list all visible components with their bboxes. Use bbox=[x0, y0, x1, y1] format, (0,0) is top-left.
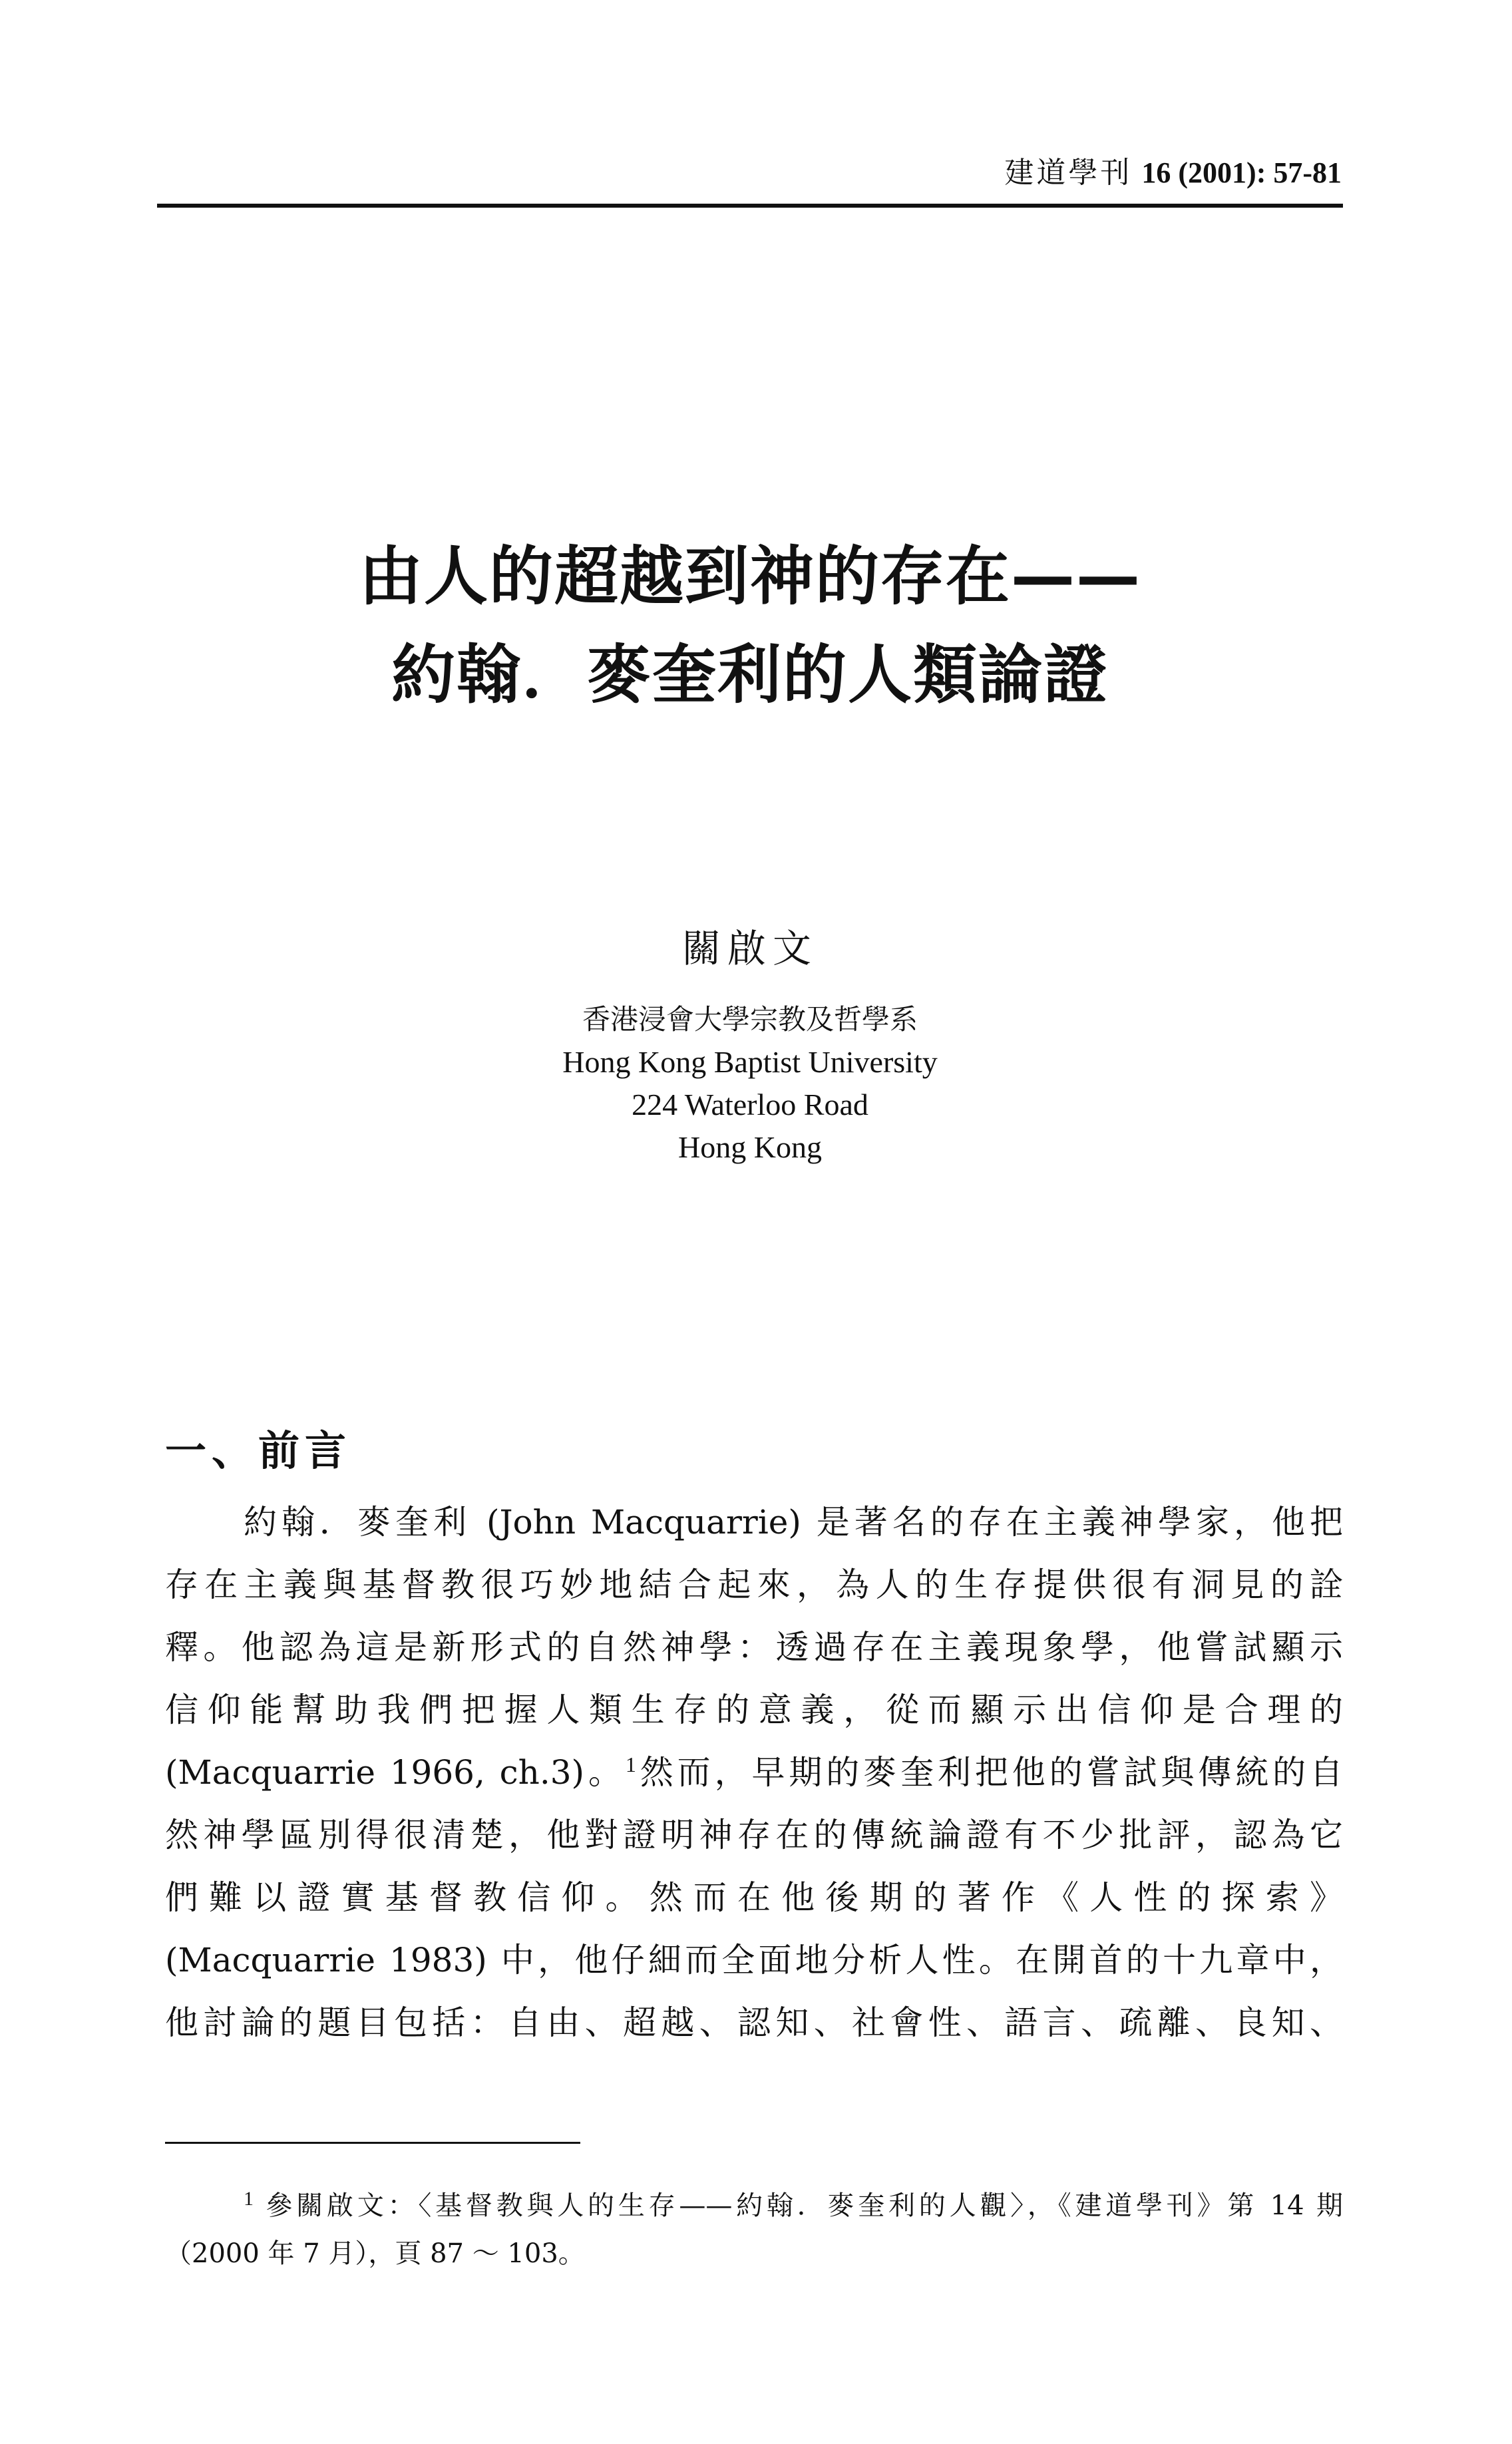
affiliation-department: 香港浸會大學宗教及哲學系 bbox=[582, 1003, 918, 1036]
footnote-rule bbox=[165, 2142, 580, 2144]
body-line bbox=[165, 1741, 1343, 1804]
footnote-text: 參關啟文：〈基督教與人的生存——約翰．麥奎利的人觀〉，《建道學刊》第 14 期 bbox=[266, 2190, 1344, 2221]
journal-volume: 16 (2001): 57-81 bbox=[1141, 156, 1342, 189]
citation-text: (Macquarrie 1966, ch.3)。 bbox=[165, 1753, 626, 1792]
footnote bbox=[165, 2182, 1343, 2278]
author-affiliation bbox=[157, 998, 1343, 1169]
body-line: 然神學區別得很清楚，他對證明神存在的傳統論證有不少批評，認為它 bbox=[165, 1816, 1343, 1854]
affiliation-city: Hong Kong bbox=[678, 1130, 822, 1164]
footnote-ref[interactable]: 1 bbox=[625, 1752, 636, 1776]
body-line: 他討論的題目包括：自由、超越、認知、社會性、語言、疏離、良知、 bbox=[165, 2003, 1343, 2042]
section-heading: 一、前言 bbox=[165, 1426, 352, 1475]
title-line-1: 由人的超越到神的存在—— bbox=[359, 539, 1141, 614]
affiliation-university: Hong Kong Baptist University bbox=[562, 1045, 938, 1079]
footnote-line: （2000 年 7 月），頁 87 ～ 103。 bbox=[165, 2238, 585, 2269]
body-line: 約翰．麥奎利 (John Macquarrie) 是著名的存在主義神學家，他把 bbox=[244, 1503, 1343, 1541]
affiliation-street: 224 Waterloo Road bbox=[632, 1088, 868, 1121]
article-title bbox=[157, 527, 1343, 724]
journal-name: 建道學刊 bbox=[1004, 156, 1133, 190]
author-name: 關啟文 bbox=[681, 926, 818, 971]
body-line: 存在主義與基督教很巧妙地結合起來，為人的生存提供很有洞見的詮 bbox=[165, 1565, 1343, 1604]
body-text-span: 然而，早期的麥奎利把他的嘗試與傳統的自 bbox=[636, 1753, 1344, 1792]
body-line: 釋。他認為這是新形式的自然神學：透過存在主義現象學，他嘗試顯示 bbox=[165, 1628, 1343, 1667]
body-text bbox=[165, 1491, 1343, 2054]
body-line: 們難以證實基督教信仰。然而在他後期的著作《人性的探索》 bbox=[165, 1878, 1343, 1917]
footnote-marker: 1 bbox=[244, 2188, 254, 2210]
body-line: 信仰能幫助我們把握人類生存的意義，從而顯示出信仰是合理的 bbox=[165, 1691, 1343, 1729]
header-rule bbox=[157, 204, 1343, 208]
footnote-line bbox=[165, 2182, 1343, 2230]
body-line: (Macquarrie 1983) 中，他仔細而全面地分析人性。在開首的十九章中， bbox=[165, 1941, 1343, 1979]
running-header bbox=[805, 154, 1342, 192]
title-line-2: 約翰．麥奎利的人類論證 bbox=[391, 638, 1109, 712]
